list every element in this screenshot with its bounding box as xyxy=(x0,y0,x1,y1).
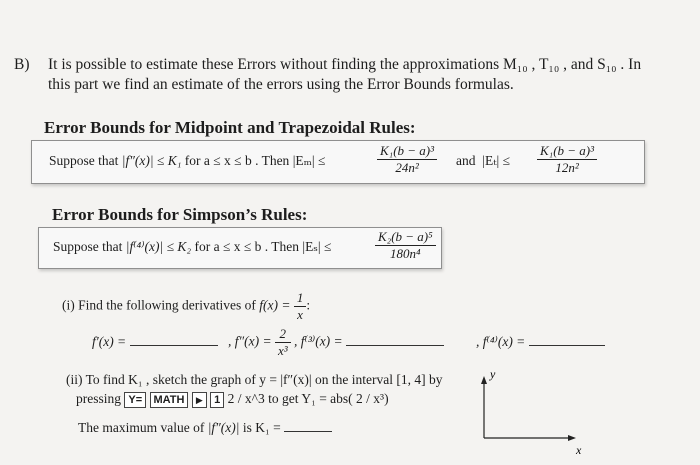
math-key[interactable]: MATH xyxy=(150,392,189,408)
interval-condition: for a ≤ x ≤ b . Then xyxy=(194,239,300,254)
y-axis-arrow-icon xyxy=(481,376,487,384)
second-derivative-label: , f″(x) = xyxy=(228,333,272,349)
right-arrow-key[interactable]: ▶ xyxy=(192,392,207,408)
function-denominator: x xyxy=(297,307,303,322)
es-denominator: 180n⁴ xyxy=(390,246,421,261)
one-key[interactable]: 1 xyxy=(210,392,224,408)
intro-line-1: It is possible to estimate these Errors without finding the approximations M₁₀ , T₁₀ , and S₁₀ . In xyxy=(48,56,642,73)
max-value-expression: |f″(x)| xyxy=(207,420,240,435)
second-derivative-bound: |f″(x)| ≤ K₁ xyxy=(121,153,182,168)
em-formula xyxy=(377,143,437,176)
em-numerator: K₁(b − a)³ xyxy=(377,143,437,160)
et-numerator: K₁(b − a)³ xyxy=(537,143,597,160)
simpson-box xyxy=(38,227,442,269)
x-axis-arrow-icon xyxy=(568,435,576,441)
part-i-text: (i) Find the following derivatives of xyxy=(62,297,256,313)
es-label: |Eₛ| ≤ xyxy=(302,239,332,254)
suppose-text: Suppose that xyxy=(53,239,123,254)
interval-condition: for a ≤ x ≤ b . Then xyxy=(184,153,290,168)
midpoint-trapezoid-box xyxy=(31,140,645,184)
third-derivative-answer[interactable] xyxy=(346,345,444,346)
part-label: B) xyxy=(14,56,30,73)
intro-line-2: this part we find an estimate of the errors using the Error Bounds formulas. xyxy=(48,76,514,93)
em-denominator: 24n² xyxy=(395,160,419,175)
second-derivative-denominator: x³ xyxy=(277,343,288,358)
first-derivative-label: f′(x) = xyxy=(92,334,127,349)
es-formula xyxy=(375,229,436,262)
pressing-text: pressing xyxy=(76,391,121,406)
em-label: |Eₘ| ≤ xyxy=(292,153,326,168)
second-derivative-numerator: 2 xyxy=(275,326,291,343)
suppose-text: Suppose that xyxy=(49,153,119,168)
graph-axes xyxy=(470,364,590,464)
third-derivative-label: , f⁽³⁾(x) = xyxy=(294,333,343,349)
fourth-derivative-label: , f⁽⁴⁾(x) = xyxy=(476,334,526,349)
second-derivative-fraction xyxy=(275,326,291,359)
k1-answer[interactable] xyxy=(284,431,332,432)
y-equals-key[interactable]: Y= xyxy=(124,392,146,408)
calculator-expression: 2 / x^3 to get Y₁ = abs( 2 / x³) xyxy=(227,391,389,406)
x-axis-label: x xyxy=(576,443,582,457)
function-fraction xyxy=(294,290,307,323)
first-derivative-answer[interactable] xyxy=(130,345,218,346)
midpoint-trapezoid-heading: Error Bounds for Midpoint and Trapezoidal Rules: xyxy=(44,118,416,137)
max-value-text: The maximum value of xyxy=(78,420,205,435)
function-numerator: 1 xyxy=(294,290,307,307)
part-ii-line-1: (ii) To find K₁ , sketch the graph of y = |f″(x)| on the interval [1, 4] by xyxy=(66,372,443,387)
and-text: and xyxy=(456,153,476,168)
max-value-tail: is K₁ = xyxy=(242,420,281,435)
et-label: |Eₜ| ≤ xyxy=(482,153,511,168)
es-numerator: K₂(b − a)⁵ xyxy=(375,229,436,246)
et-formula xyxy=(537,143,597,176)
et-denominator: 12n² xyxy=(555,160,579,175)
fourth-derivative-answer[interactable] xyxy=(529,345,605,346)
function-label: f(x) = xyxy=(259,297,291,313)
y-axis-label: y xyxy=(490,367,496,381)
part-i-prompt: (i) Find the following derivatives of f(x) = $\frac{1}{x}$ : xyxy=(62,290,311,322)
fourth-derivative-bound: |f⁽⁴⁾(x)| ≤ K₂ xyxy=(125,239,192,254)
simpson-heading: Error Bounds for Simpson’s Rules: xyxy=(52,205,308,224)
